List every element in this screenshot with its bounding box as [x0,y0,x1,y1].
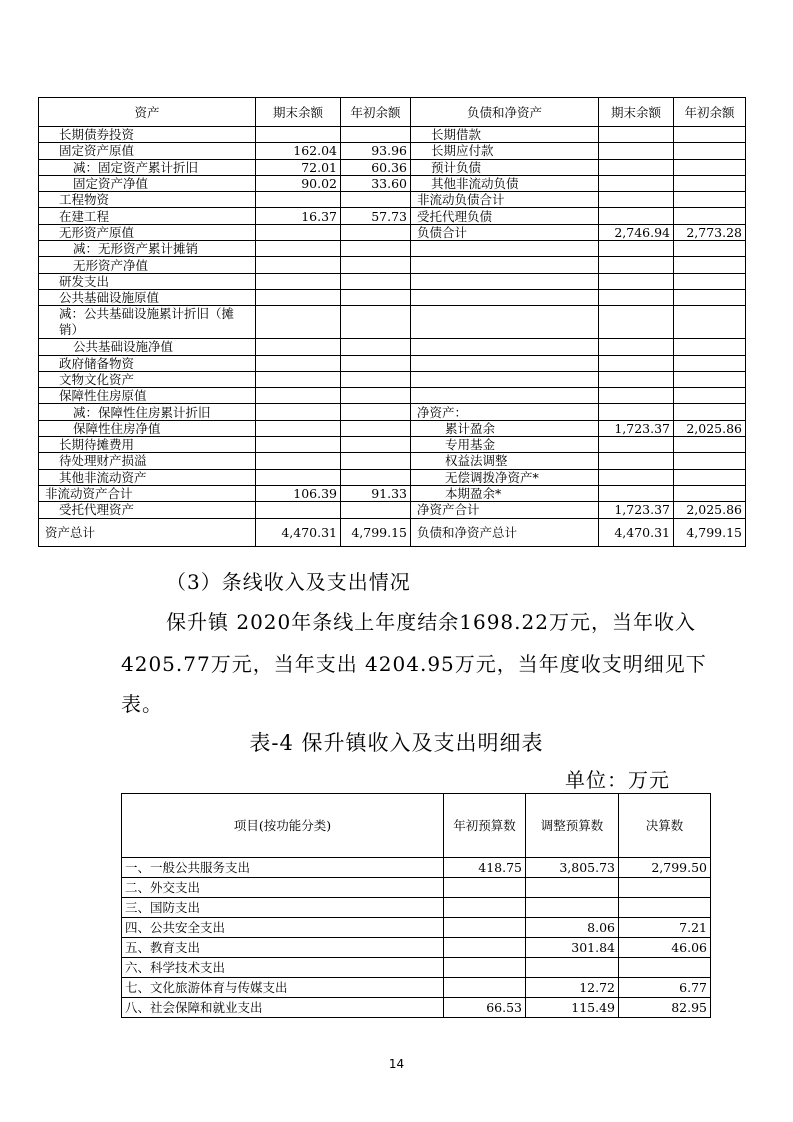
table-cell: 长期应付款 [411,143,599,159]
table-cell [674,175,746,191]
section-heading: （3）条线收入及支出情况 [166,570,411,594]
table-cell [599,437,674,453]
table-cell: 五、教育支出 [122,938,444,958]
table-cell [599,289,674,305]
table-cell [256,355,341,371]
table-row [39,127,746,143]
table-cell [256,404,341,420]
table-row [122,858,711,878]
table-cell: 文物文化资产 [39,371,256,387]
table-cell: 一、一般公共服务支出 [122,858,444,878]
paragraph-line: 4205.77万元，当年支出 4204.95万元，当年度收支明细见下 [121,652,707,676]
table-cell [599,388,674,404]
table-cell: 政府储备物资 [39,355,256,371]
table-cell [444,938,526,958]
table-cell [341,502,411,518]
table-caption: 表-4 保升镇收入及支出明细表 [249,731,544,755]
table-cell [341,404,411,420]
table-cell: 三、国防支出 [122,898,444,918]
table-cell: 待处理财产损溢 [39,453,256,469]
header-cell: 年初余额 [341,98,411,127]
table-cell: 418.75 [444,858,526,878]
table-cell: 4,799.15 [674,518,746,546]
table-row [39,208,746,224]
table-cell [341,257,411,273]
table-cell [526,898,619,918]
table-cell [619,898,711,918]
table-cell [599,127,674,143]
table-cell: 4,470.31 [599,518,674,546]
table-cell: 82.95 [619,998,711,1018]
table-cell: 资产总计 [39,518,256,546]
table-row [39,437,746,453]
table-row [122,938,711,958]
table-cell [256,289,341,305]
table-cell [341,420,411,436]
table-row [39,224,746,240]
table-cell: 减：固定资产累计折旧 [39,159,256,175]
table-cell [341,273,411,289]
table-cell [341,453,411,469]
table-row [39,388,746,404]
table-row [122,918,711,938]
table-cell [674,257,746,273]
table-cell: 本期盈余* [411,485,599,501]
table-cell: 固定资产净值 [39,175,256,191]
table-cell [599,339,674,355]
table-row [122,978,711,998]
header-cell: 决算数 [619,794,711,858]
table-row [122,898,711,918]
table-row [39,420,746,436]
table-cell [599,485,674,501]
table-cell: 93.96 [341,143,411,159]
table-cell: 2,799.50 [619,858,711,878]
table-cell [341,192,411,208]
table-cell: 八、社会保障和就业支出 [122,998,444,1018]
table-cell [619,958,711,978]
table-cell [256,306,341,339]
table-cell [674,388,746,404]
header-cell: 项目(按功能分类) [122,794,444,858]
income-expense-table [121,793,711,1018]
table-row [39,306,746,339]
table-cell: 权益法调整 [411,453,599,469]
table-cell [599,159,674,175]
table-cell [341,127,411,143]
table-cell [674,289,746,305]
income-expense-body [122,794,711,1018]
table-cell: 六、科学技术支出 [122,958,444,978]
table-cell: 33.60 [341,175,411,191]
table-cell: 2,773.28 [674,224,746,240]
table-row [122,998,711,1018]
table-cell: 2,025.86 [674,502,746,518]
table-cell [674,485,746,501]
table-cell: 90.02 [256,175,341,191]
table-cell [599,143,674,159]
table-cell: 减：保障性住房累计折旧 [39,404,256,420]
table-header-row [39,98,746,127]
table-cell: 60.36 [341,159,411,175]
table-cell: 1,723.37 [599,502,674,518]
header-cell: 期末余额 [599,98,674,127]
table-cell: 净资产合计 [411,502,599,518]
table-cell [256,127,341,143]
table-cell [256,420,341,436]
page-number: 14 [388,1057,405,1071]
table-cell [256,437,341,453]
table-cell: 无形资产净值 [39,257,256,273]
table-cell [341,388,411,404]
table-cell: 四、公共安全支出 [122,918,444,938]
table-header-row [122,794,711,858]
table-cell: 减：公共基础设施累计折旧（摊销） [39,306,256,339]
table-row [39,485,746,501]
table-cell [599,306,674,339]
table-cell [444,878,526,898]
table-cell [674,437,746,453]
table-cell [256,469,341,485]
table-cell [411,306,599,339]
table-cell [526,958,619,978]
table-cell [411,355,599,371]
table-cell [599,273,674,289]
table-cell: 长期债券投资 [39,127,256,143]
table-row [39,404,746,420]
table-cell [674,143,746,159]
table-row [39,289,746,305]
table-row [39,518,746,546]
table-cell [674,339,746,355]
table-cell: 其他非流动负债 [411,175,599,191]
unit-label: 单位：万元 [565,768,670,792]
table-cell: 12.72 [526,978,619,998]
table-cell [444,978,526,998]
table-cell: 负债和净资产总计 [411,518,599,546]
table-cell: 66.53 [444,998,526,1018]
table-cell: 6.77 [619,978,711,998]
table-cell: 受托代理资产 [39,502,256,518]
table-cell: 115.49 [526,998,619,1018]
table-cell: 公共基础设施净值 [39,339,256,355]
table-cell: 累计盈余 [411,420,599,436]
table-cell: 保障性住房原值 [39,388,256,404]
table-cell: 保障性住房净值 [39,420,256,436]
table-cell [599,192,674,208]
table-cell [674,355,746,371]
table-cell: 固定资产原值 [39,143,256,159]
table-cell: 受托代理负债 [411,208,599,224]
header-cell: 资产 [39,98,256,127]
table-row [39,159,746,175]
table-cell: 二、外交支出 [122,878,444,898]
header-cell: 年初余额 [674,98,746,127]
table-cell [599,257,674,273]
table-cell [444,918,526,938]
table-cell [341,355,411,371]
table-cell [341,241,411,257]
table-cell: 8.06 [526,918,619,938]
table-cell: 负债合计 [411,224,599,240]
table-cell [341,339,411,355]
table-cell [674,273,746,289]
table-cell [256,388,341,404]
table-cell: 4,799.15 [341,518,411,546]
table-cell [341,437,411,453]
table-cell [411,241,599,257]
table-row [39,143,746,159]
table-row [122,958,711,978]
table-cell [341,289,411,305]
table-cell: 1,723.37 [599,420,674,436]
table-cell [341,371,411,387]
table-cell: 91.33 [341,485,411,501]
table-cell [599,175,674,191]
table-cell: 减：无形资产累计摊销 [39,241,256,257]
table-row [39,241,746,257]
table-cell: 3,805.73 [526,858,619,878]
table-cell [674,453,746,469]
table-cell: 106.39 [256,485,341,501]
table-cell: 研发支出 [39,273,256,289]
table-row [39,355,746,371]
table-cell [674,469,746,485]
table-cell [599,355,674,371]
table-cell [599,453,674,469]
table-cell: 无偿调拨净资产* [411,469,599,485]
table-cell [256,453,341,469]
header-cell: 调整预算数 [526,794,619,858]
table-cell: 162.04 [256,143,341,159]
table-cell [341,224,411,240]
table-cell [411,273,599,289]
table-cell [256,502,341,518]
table-cell: 2,025.86 [674,420,746,436]
table-cell: 长期借款 [411,127,599,143]
table-cell: 其他非流动资产 [39,469,256,485]
table-cell [341,306,411,339]
table-cell: 非流动负债合计 [411,192,599,208]
table-cell: 4,470.31 [256,518,341,546]
table-cell [256,273,341,289]
table-cell [599,371,674,387]
balance-sheet-table [38,97,746,547]
table-row [39,469,746,485]
paragraph-line: 表。 [121,692,163,716]
table-row [39,371,746,387]
table-row [39,175,746,191]
table-cell: 72.01 [256,159,341,175]
table-cell: 工程物资 [39,192,256,208]
table-row [39,257,746,273]
table-cell [256,224,341,240]
table-cell [256,192,341,208]
header-cell: 负债和净资产 [411,98,599,127]
table-cell: 301.84 [526,938,619,958]
table-cell [619,878,711,898]
table-cell: 预计负债 [411,159,599,175]
table-cell [674,208,746,224]
table-cell: 无形资产原值 [39,224,256,240]
table-cell [674,192,746,208]
table-cell [526,878,619,898]
table-cell [674,371,746,387]
table-cell [674,404,746,420]
table-cell [599,469,674,485]
table-cell [341,469,411,485]
table-cell [674,127,746,143]
table-cell: 57.73 [341,208,411,224]
table-cell: 净资产： [411,404,599,420]
table-cell: 专用基金 [411,437,599,453]
table-cell: 2,746.94 [599,224,674,240]
table-cell [444,958,526,978]
table-cell [599,404,674,420]
table-cell: 公共基础设施原值 [39,289,256,305]
table-row [122,878,711,898]
table-cell: 长期待摊费用 [39,437,256,453]
table-row [39,192,746,208]
paragraph-line: 保升镇 2020年条线上年度结余1698.22万元，当年收入 [166,610,696,634]
table-cell: 在建工程 [39,208,256,224]
table-row [39,273,746,289]
table-cell [411,339,599,355]
table-row [39,453,746,469]
table-cell: 非流动资产合计 [39,485,256,501]
table-cell [411,289,599,305]
table-cell [256,241,341,257]
table-cell [411,257,599,273]
table-cell [411,388,599,404]
balance-sheet-body [39,98,746,547]
table-row [39,502,746,518]
table-cell: 46.06 [619,938,711,958]
table-cell [674,159,746,175]
table-cell: 16.37 [256,208,341,224]
header-cell: 期末余额 [256,98,341,127]
table-cell [674,241,746,257]
table-cell [256,257,341,273]
table-cell: 7.21 [619,918,711,938]
table-cell: 七、文化旅游体育与传媒支出 [122,978,444,998]
header-cell: 年初预算数 [444,794,526,858]
table-cell [444,898,526,918]
table-cell [411,371,599,387]
table-cell [674,306,746,339]
table-cell [599,208,674,224]
table-cell [256,339,341,355]
table-row [39,339,746,355]
table-cell [256,371,341,387]
table-cell [599,241,674,257]
